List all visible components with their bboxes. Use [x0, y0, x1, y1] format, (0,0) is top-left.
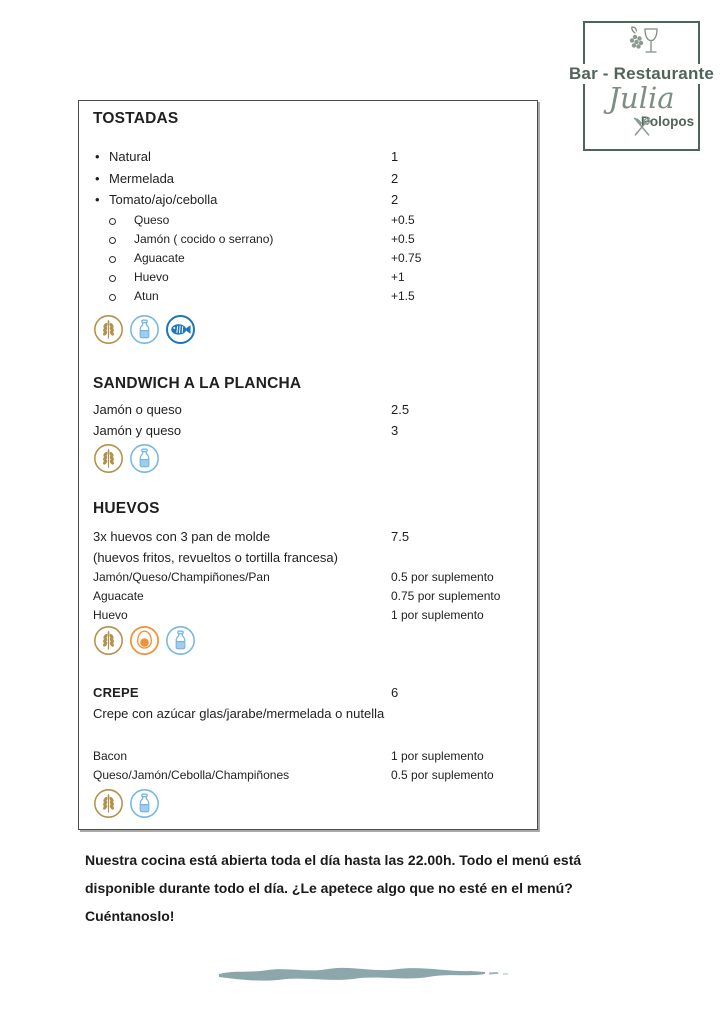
note-line: Cuéntanoslo!	[85, 908, 175, 924]
allergen-icon-row	[93, 443, 523, 474]
section-title-tostadas: TOSTADAS	[93, 110, 179, 127]
hollow-bullet-icon	[109, 237, 116, 244]
logo-restaurant-title: Bar - Restaurante	[566, 64, 717, 84]
item-label: (huevos fritos, revueltos o tortilla francesa)	[93, 549, 338, 565]
bullet-icon: •	[95, 149, 100, 164]
supplement-label: Jamón/Queso/Champiñones/Pan	[93, 569, 270, 584]
item-price: 1	[391, 149, 399, 164]
milk-bottle-icon	[165, 625, 196, 656]
fish-icon	[165, 314, 196, 345]
item-label: Jamón o queso	[93, 401, 182, 417]
subitem-label: Jamón ( cocido o serrano)	[134, 231, 274, 246]
milk-bottle-icon	[129, 443, 160, 474]
note-line: disponible durante todo el día. ¿Le apetece algo que no esté en el menú?	[85, 880, 573, 896]
supplement-label: Bacon	[93, 748, 128, 763]
supplement-item	[93, 606, 523, 625]
supplement-price: 1 por suplemento	[391, 748, 484, 763]
item-label: Jamón y queso	[93, 423, 182, 439]
subitem-price: +1	[391, 270, 405, 285]
kitchen-hours-note	[85, 846, 645, 930]
item-price: 2	[391, 170, 399, 186]
milk-bottle-icon	[129, 788, 160, 819]
menu-subitem	[93, 211, 523, 230]
gluten-wheat-icon	[93, 314, 124, 345]
menu-item	[93, 526, 523, 547]
menu-subitem	[93, 249, 523, 268]
subitem-label: Aguacate	[134, 250, 185, 265]
item-price: 2.5	[391, 401, 410, 417]
item-price: 3	[391, 423, 399, 439]
menu-item	[93, 189, 523, 211]
allergen-icon-row	[93, 788, 523, 819]
menu-subitem	[93, 230, 523, 249]
supplement-price: 1 por suplemento	[391, 607, 484, 622]
egg-icon	[129, 625, 160, 656]
item-price: 2	[391, 192, 399, 207]
subitem-price: +0.5	[391, 231, 415, 246]
fork-knife-icon	[626, 111, 658, 148]
bullet-icon: •	[95, 192, 100, 207]
allergen-icon-row	[93, 314, 523, 345]
gluten-wheat-icon	[93, 788, 124, 819]
item-label: Mermelada	[109, 170, 175, 186]
section-description	[93, 707, 523, 721]
description-text: Crepe con azúcar glas/jarabe/mermelada o nutella	[93, 705, 385, 721]
supplement-label: Queso/Jamón/Cebolla/Champiñones	[93, 767, 290, 782]
section-title-crepe	[93, 685, 523, 701]
supplement-item	[93, 747, 523, 766]
bullet-icon: •	[95, 170, 100, 186]
gluten-wheat-icon	[93, 443, 124, 474]
subitem-price: +1.5	[391, 289, 415, 304]
menu-item-note	[93, 547, 523, 568]
hollow-bullet-icon	[109, 294, 116, 301]
subitem-price: +0.5	[391, 212, 415, 227]
wine-glass-grapes-icon	[620, 25, 664, 68]
menu-item	[93, 399, 523, 421]
gluten-wheat-icon	[93, 625, 124, 656]
subitem-label: Huevo	[134, 270, 169, 285]
section-title-huevos: HUEVOS	[93, 499, 160, 517]
menu-item	[93, 420, 523, 442]
subitem-price: +0.75	[391, 250, 422, 265]
item-label: Tomato/ajo/cebolla	[109, 192, 218, 207]
allergen-icon-row	[93, 625, 523, 656]
item-label: Natural	[109, 149, 151, 164]
menu-card	[78, 100, 538, 830]
supplement-price: 0.75 por suplemento	[391, 588, 501, 603]
logo-name-script: Julia	[608, 81, 675, 115]
hollow-bullet-icon	[109, 256, 116, 263]
menu-item	[93, 146, 523, 168]
item-label: 3x huevos con 3 pan de molde	[93, 528, 271, 544]
hollow-bullet-icon	[109, 275, 116, 282]
supplement-item	[93, 568, 523, 587]
section-title-text: CREPE	[93, 684, 139, 700]
menu-item	[93, 168, 523, 190]
subitem-label: Queso	[134, 212, 170, 227]
menu-subitem	[93, 287, 523, 306]
supplement-item	[93, 766, 523, 785]
supplement-item	[93, 587, 523, 606]
logo-town-name: Polopos	[640, 114, 695, 129]
milk-bottle-icon	[129, 314, 160, 345]
section-price: 6	[391, 684, 399, 700]
subitem-label: Atun	[134, 289, 159, 304]
note-line: Nuestra cocina está abierta toda el día hasta las 22.00h. Todo el menú está	[85, 852, 582, 868]
section-title-sandwich: SANDWICH A LA PLANCHA	[93, 374, 302, 392]
supplement-label: Aguacate	[93, 588, 144, 603]
supplement-price: 0.5 por suplemento	[391, 569, 494, 584]
brush-stroke-divider	[213, 961, 511, 992]
menu-subitem	[93, 268, 523, 287]
hollow-bullet-icon	[109, 218, 116, 225]
restaurant-logo	[568, 21, 715, 151]
supplement-price: 0.5 por suplemento	[391, 767, 494, 782]
supplement-label: Huevo	[93, 607, 128, 622]
item-price: 7.5	[391, 528, 410, 544]
